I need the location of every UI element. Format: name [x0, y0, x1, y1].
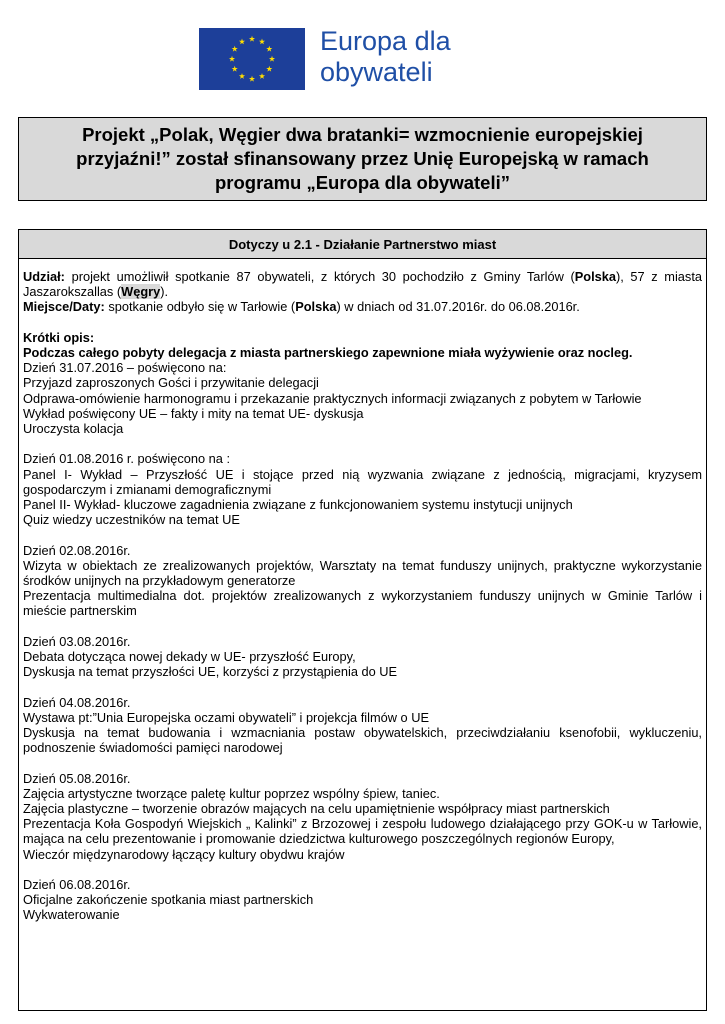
eu-logo — [199, 28, 469, 92]
day-heading: Dzień 31.07.2016 – poświęcono na: — [23, 360, 227, 376]
page-title: Projekt „Polak, Węgier dwa bratanki= wzmocnienie europejskiej przyjaźni!” został sfinansowany przez Unię Europejską w ramach programu „Europa dla obywateli” — [76, 124, 649, 193]
day-item: Odprawa-omówienie harmonogramu i przekazanie praktycznych informacji związanych z pobytem w Tarłowie — [23, 390, 642, 406]
day-item: Panel II- Wykład- kluczowe zagadnienia związane z funkcjonowaniem systemu instytucji unijnych — [23, 497, 573, 513]
day-item: Oficjalne zakończenie spotkania miast partnerskich — [23, 892, 314, 908]
day-item: Prezentacja multimedialna dot. projektów zrealizowanych z wykorzystaniem funduszy unijnych w Gminie Tarlów i mieście partnerskim — [23, 588, 702, 619]
day-heading: Dzień 02.08.2016r. — [23, 542, 131, 558]
participation-country-2: Węgry — [121, 284, 161, 300]
info-table — [18, 229, 707, 1011]
participation-text-2: ), 57 z miasta Jaszarokszallas ( — [23, 269, 702, 300]
day-heading: Dzień 06.08.2016r. — [23, 877, 131, 893]
day-item: Dyskusja na temat przyszłości UE, korzyści z przystąpienia do UE — [23, 664, 398, 680]
place-dates-text-1: spotkanie odbyło się w Tarłowie ( — [104, 299, 296, 315]
day-heading: Dzień 04.08.2016r. — [23, 694, 131, 710]
day-item: Wykład poświęcony UE – fakty i mity na temat UE- dyskusja — [23, 405, 364, 421]
day-item: Zajęcia artystyczne tworzące paletę kultur poprzez wspólny śpiew, taniec. — [23, 785, 440, 801]
day-item: Wizyta w obiektach ze zrealizowanych projektów, Warsztaty na temat funduszy unijnych, praktyczne wykorzystanie środków unijnych na przykładowym generatorze — [23, 557, 702, 589]
day-item: Prezentacja Koła Gospodyń Wiejskich „ Kalinki” z Brzozowej i zespołu ludowego działającego przy GOK-u w Tarłowie, mająca na celu prezentowanie i promowanie dziedzictwa kulturowego poszczególnych regionów Europy, — [23, 816, 702, 847]
participation-text-3: ). — [160, 284, 169, 300]
eu-flag-icon — [199, 28, 305, 90]
place-dates-text-2: ) w dniach od 31.07.2016r. do 06.08.2016r. — [336, 299, 580, 315]
place-dates-country: Polska — [295, 299, 337, 315]
participation-text-1: projekt umożliwił spotkanie 87 obywateli, z których 30 pochodziło z Gminy Tarlów ( — [64, 269, 575, 284]
day-item: Panel I- Wykład – Przyszłość UE i stojące przed nią wyzwania związane z jednością, migracjami, kryzysem gospodarczym i zmianami demograficznymi — [23, 466, 702, 497]
day-item: Wieczór międzynarodowy łączący kultury obydwu krajów — [23, 846, 345, 862]
day-item: Wystawa pt:”Unia Europejska oczami obywateli” i projekcja filmów o UE — [23, 709, 429, 725]
logo-text — [320, 26, 451, 88]
eu-stars — [199, 28, 305, 90]
place-dates-paragraph — [23, 299, 702, 314]
place-dates-label: Miejsce/Daty: — [23, 299, 105, 315]
logo-line-2: obywateli — [320, 57, 433, 87]
logo-line-1: Europa dla — [320, 26, 451, 56]
participation-country-1: Polska — [574, 269, 616, 284]
day-item: Zajęcia plastyczne – tworzenie obrazów mających na celu upamiętnienie współpracy miast partnerskich — [23, 801, 610, 817]
day-item: Wykwaterowanie — [23, 907, 120, 923]
day-heading: Dzień 03.08.2016r. — [23, 633, 131, 649]
title-box — [18, 117, 707, 201]
participation-paragraph — [23, 269, 702, 299]
table-body — [19, 259, 706, 923]
day-heading: Dzień 05.08.2016r. — [23, 770, 131, 786]
day-heading: Dzień 01.08.2016 r. poświęcono na : — [23, 451, 231, 467]
table-header: Dotyczy u 2.1 - Działanie Partnerstwo miast — [19, 230, 706, 259]
day-item: Quiz wiedzy uczestników na temat UE — [23, 512, 240, 528]
participation-label: Udział: — [23, 269, 65, 284]
day-item: Dyskusja na temat budowania i wzmacniania postaw obywatelskich, przeciwdziałaniu ksenofobii, wykluczeniu, podnoszenie świadomości pamięci narodowej — [23, 725, 702, 756]
day-item: Uroczysta kolacja — [23, 421, 124, 437]
summary-label: Krótki opis: — [23, 329, 95, 345]
summary-bold: Podczas całego pobyty delegacja z miasta partnerskiego zapewnione miała wyżywienie oraz nocleg. — [23, 345, 633, 360]
day-item: Debata dotycząca nowej dekady w UE- przyszłość Europy, — [23, 649, 356, 665]
day-item: Przyjazd zaproszonych Gości i przywitanie delegacji — [23, 375, 319, 391]
